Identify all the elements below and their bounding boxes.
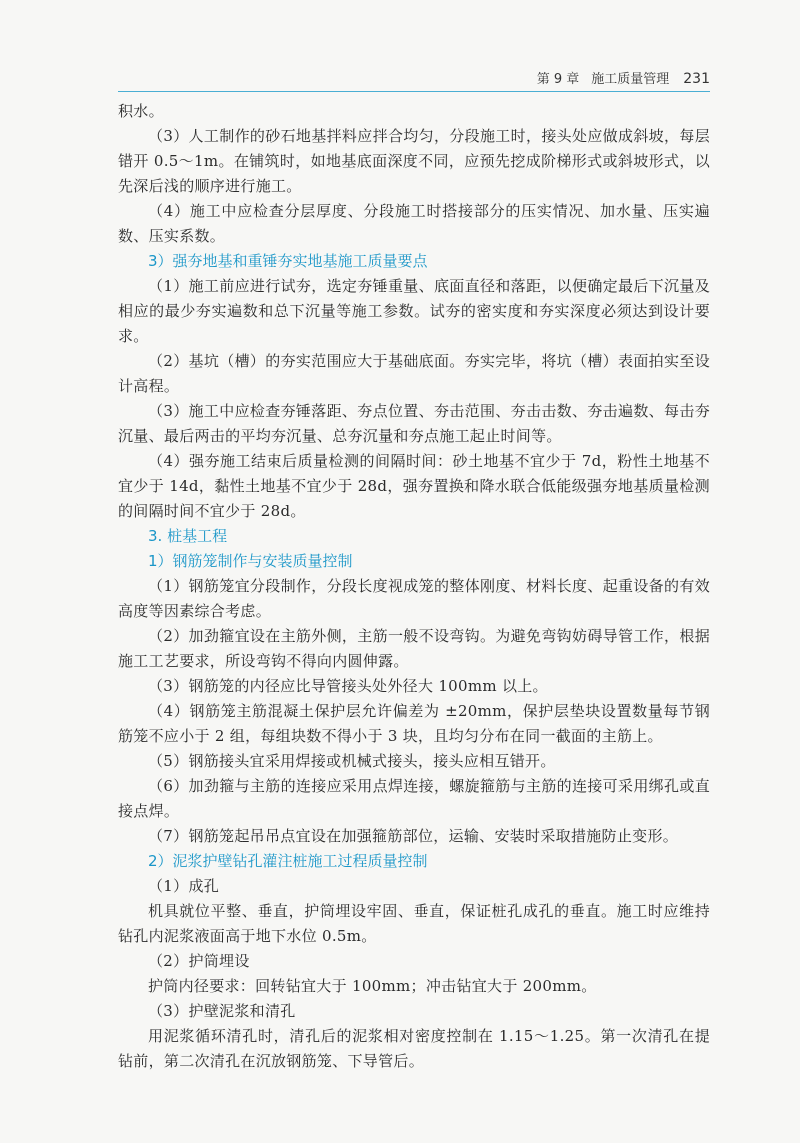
paragraph: （2）护筒埋设: [148, 952, 250, 970]
paragraph: （4）强夯施工结束后质量检测的间隔时间：砂土地基不宜少于 7d，粉性土地基不宜少于 14d，黏性土地基不宜少于 28d，强夯置换和降水联合低能级强夯地基质量检测的间隔时间不宜少于 28d。: [118, 452, 710, 520]
paragraph: 用泥浆循环清孔时，清孔后的泥浆相对密度控制在 1.15～1.25。第一次清孔在提钻前，第二次清孔在沉放钢筋笼、下导管后。: [118, 1027, 710, 1070]
paragraph: （4）施工中应检查分层厚度、分段施工时搭接部分的压实情况、加水量、压实遍数、压实系数。: [118, 202, 710, 245]
paragraph: （6）加劲箍与主筋的连接应采用点焊连接，螺旋箍筋与主筋的连接可采用绑孔或直接点焊。: [118, 777, 710, 820]
paragraph: （4）钢筋笼主筋混凝土保护层允许偏差为 ±20mm，保护层垫块设置数量每节钢筋笼不应小于 2 组，每组块数不得小于 3 块，且均匀分布在同一截面的主筋上。: [118, 702, 710, 745]
section-heading: 3. 桩基工程: [148, 527, 228, 545]
paragraph: （3）护壁泥浆和清孔: [148, 1002, 296, 1020]
paragraph: 机具就位平整、垂直，护筒埋设牢固、垂直，保证桩孔成孔的垂直。施工时应维持钻孔内泥浆液面高于地下水位 0.5m。: [118, 902, 710, 945]
paragraph: （3）钢筋笼的内径应比导管接头处外径大 100mm 以上。: [148, 677, 548, 695]
paragraph: 护筒内径要求：回转钻宜大于 100mm；冲击钻宜大于 200mm。: [148, 977, 597, 995]
page-header: [118, 66, 710, 92]
paragraph: （2）加劲箍宜设在主筋外侧，主筋一般不设弯钩。为避免弯钩妨碍导管工作，根据施工工艺要求，所设弯钩不得向内圆伸露。: [118, 627, 710, 670]
section-heading: 2）泥浆护壁钻孔灌注桩施工过程质量控制: [148, 852, 428, 870]
section-heading: 3）强夯地基和重锤夯实地基施工质量要点: [148, 252, 428, 270]
chapter-title: 施工质量管理: [591, 72, 670, 87]
paragraph: （3）人工制作的砂石地基拌料应拌合均匀，分段施工时，接头处应做成斜坡，每层错开 0.5～1m。在铺筑时，如地基底面深度不同，应预先挖成阶梯形式或斜坡形式，以先深后浅的顺序进行施工。: [118, 127, 710, 195]
paragraph: 积水。: [118, 102, 164, 120]
page-number: 231: [683, 71, 710, 87]
paragraph: （1）钢筋笼宜分段制作，分段长度视成笼的整体刚度、材料长度、起重设备的有效高度等因素综合考虑。: [118, 577, 710, 620]
paragraph: （5）钢筋接头宜采用焊接或机械式接头，接头应相互错开。: [148, 752, 556, 770]
header-rule: [118, 91, 710, 92]
paragraph: （1）成孔: [148, 877, 220, 895]
running-head: [537, 68, 710, 87]
chapter-number: 第 9 章: [536, 72, 580, 87]
paragraph: （1）施工前应进行试夯，选定夯锤重量、底面直径和落距，以便确定最后下沉量及相应的最少夯实遍数和总下沉量等施工参数。试夯的密实度和夯实深度必须达到设计要求。: [118, 277, 710, 345]
paragraph: （3）施工中应检查夯锤落距、夯点位置、夯击范围、夯击击数、夯击遍数、每击夯沉量、最后两击的平均夯沉量、总夯沉量和夯点施工起止时间等。: [118, 402, 710, 445]
section-heading: 1）钢筋笼制作与安装质量控制: [148, 552, 353, 570]
paragraph: （2）基坑（槽）的夯实范围应大于基础底面。夯实完毕，将坑（槽）表面拍实至设计高程。: [118, 352, 710, 395]
body-text: [118, 99, 710, 1074]
paragraph: （7）钢筋笼起吊吊点宜设在加强箍筋部位，运输、安装时采取措施防止变形。: [148, 827, 679, 845]
